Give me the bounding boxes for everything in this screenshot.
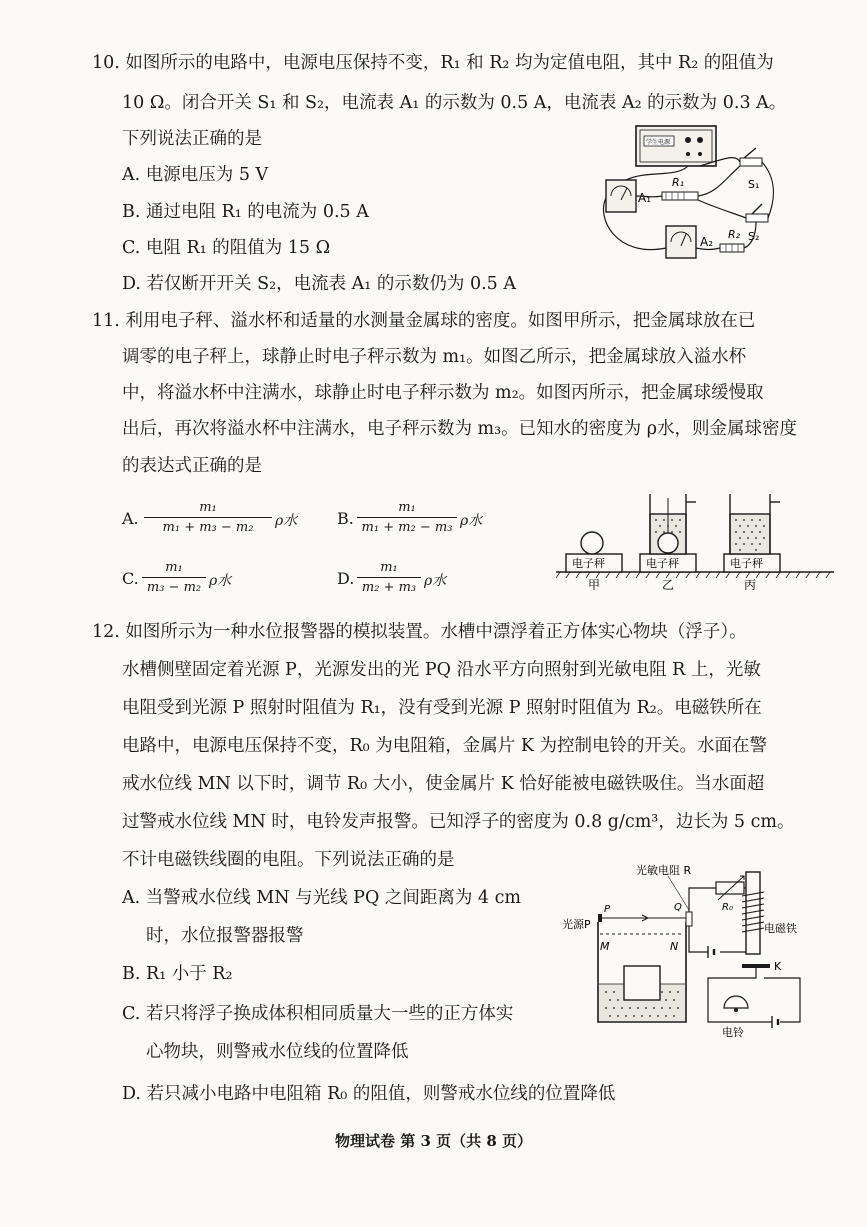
power-supply-label: 学生电源 — [646, 139, 671, 146]
photoresistor-icon — [686, 912, 692, 926]
metal-ball-icon — [658, 533, 678, 553]
label-jia: 甲 — [588, 578, 601, 592]
power-supply-icon — [636, 126, 716, 166]
q11-option-b-fraction — [357, 500, 457, 536]
q12-stem-line-3: 电阻受到光源 P 照射时阻值为 R₁，没有受到光源 P 照射时阻值为 R₂。电磁铁所在 — [122, 698, 762, 718]
light-source-p-icon — [598, 914, 602, 922]
q10-option-d: D. 若仅断开开关 S₂，电流表 A₁ 的示数仍为 0.5 A — [122, 274, 516, 294]
q12-stem-line-7: 不计电磁铁线圈的电阻。下列说法正确的是 — [122, 850, 455, 870]
q12-stem-line-4: 电路中，电源电压保持不变，R₀ 为电阻箱，金属片 K 为控制电铃的开关。水面在警 — [122, 736, 767, 756]
q10-circuit-figure — [596, 118, 786, 278]
q11-option-b-numerator: m₁ — [398, 500, 416, 515]
q11-option-d-fraction — [357, 560, 421, 596]
ammeter-a2-icon — [666, 226, 713, 258]
label-m: M — [600, 940, 610, 953]
label-p: P — [604, 904, 611, 915]
q11-stem-line-1: 11. 利用电子秤、溢水杯和适量的水测量金属球的密度。如图甲所示，把金属球放在已 — [92, 311, 756, 331]
q11-option-c-letter: C. — [122, 569, 139, 588]
q11-option-c-numerator: m₁ — [165, 560, 183, 575]
label-light-source: 光源P — [562, 918, 591, 931]
q11-stem-line-5: 的表达式正确的是 — [122, 456, 262, 476]
label-bell: 电铃 — [722, 1026, 744, 1039]
scale-yi-label: 电子秤 — [646, 557, 679, 570]
q10-stem-line-2: 10 Ω。闭合开关 S₁ 和 S₂，电流表 A₁ 的示数为 0.5 A，电流表 A₂ 的示数为 0.3 A。 — [122, 93, 787, 113]
q10-option-c: C. 电阻 R₁ 的阻值为 15 Ω — [122, 238, 331, 258]
q10-option-a: A. 电源电压为 5 V — [122, 165, 269, 185]
q12-option-c-line-1: C. 若只将浮子换成体积相同质量大一些的正方体实 — [122, 1004, 514, 1024]
q11-option-a-letter: A. — [122, 509, 139, 528]
bell-icon — [722, 996, 748, 1039]
switch-s1-icon — [740, 148, 762, 191]
fraction-bar — [142, 577, 206, 578]
q11-option-b-rho: ρ水 — [460, 513, 483, 529]
scale-jia-icon — [566, 532, 622, 592]
page-footer: 物理试卷 第 3 页（共 8 页） — [335, 1132, 532, 1150]
label-r0: R₀ — [722, 902, 733, 913]
q11-option-d-rho: ρ水 — [424, 573, 447, 589]
label-s2: S₂ — [748, 230, 760, 243]
q10-stem-line-1: 10. 如图所示的电路中，电源电压保持不变，R₁ 和 R₂ 均为定值电阻，其中 R₂ 的阻值为 — [92, 53, 774, 73]
q12-option-c-line-2: 心物块，则警戒水位线的位置降低 — [146, 1042, 409, 1062]
metal-strip-k-icon — [742, 964, 770, 968]
q11-option-d-letter: D. — [337, 569, 355, 588]
electromagnet-icon — [742, 872, 797, 954]
q11-option-d-numerator: m₁ — [380, 560, 398, 575]
label-photoresistor: 光敏电阻 R — [636, 864, 692, 877]
float-block-icon — [624, 966, 660, 1000]
label-r1: R₁ — [672, 176, 685, 189]
q11-option-a-numerator: m₁ — [199, 500, 217, 515]
scale-jia-label: 电子秤 — [572, 557, 605, 570]
scale-bing-label: 电子秤 — [730, 557, 763, 570]
battery-icon — [708, 946, 714, 958]
q11-stem-line-3: 中，将溢水杯中注满水，球静止时电子秤示数为 m₂。如图丙所示，把金属球缓慢取 — [122, 383, 764, 403]
q11-option-a-fraction — [144, 500, 272, 536]
label-k: K — [774, 960, 782, 973]
label-r2: R₂ — [728, 228, 741, 241]
label-s1: S₁ — [748, 178, 760, 191]
q11-scale-figure — [556, 492, 836, 592]
resistor-r1-icon — [662, 176, 698, 200]
q11-option-c-rho: ρ水 — [209, 573, 232, 589]
metal-ball-icon — [581, 532, 603, 554]
bell-circuit-wires — [708, 968, 800, 1022]
q11-option-d-denominator: m₂ + m₃ — [361, 580, 417, 595]
q12-alarm-figure — [558, 860, 818, 1040]
scale-bing-icon — [724, 494, 780, 592]
q11-option-a-denominator: m₁ + m₃ − m₂ — [162, 520, 254, 535]
q11-stem-line-2: 调零的电子秤上，球静止时电子秤示数为 m₁。如图乙所示，把金属球放入溢水杯 — [122, 347, 747, 367]
q11-option-b-letter: B. — [337, 509, 354, 528]
q11-option-a-rho: ρ水 — [275, 513, 298, 529]
switch-s2-icon — [746, 204, 768, 243]
q11-option-b-denominator: m₁ + m₂ − m₃ — [361, 520, 453, 535]
label-a2: A₂ — [700, 235, 714, 249]
q12-option-a-line-1: A. 当警戒水位线 MN 与光线 PQ 之间距离为 4 cm — [122, 888, 522, 908]
fraction-bar — [357, 517, 457, 518]
q12-option-a-line-2: 时，水位报警器报警 — [146, 926, 304, 946]
q12-stem-line-6: 过警戒水位线 MN 时，电铃发声报警。已知浮子的密度为 0.8 g/cm³，边长为 5 cm。 — [122, 812, 795, 832]
label-q: Q — [674, 902, 682, 913]
q12-option-b: B. R₁ 小于 R₂ — [122, 964, 233, 984]
bell-battery-icon — [772, 1016, 778, 1028]
resistor-r2-icon — [720, 228, 744, 252]
q11-option-c-denominator: m₃ − m₂ — [146, 580, 202, 595]
q12-stem-line-2: 水槽侧壁固定着光源 P，光源发出的光 PQ 沿水平方向照射到光敏电阻 R 上，光敏 — [122, 660, 761, 680]
scale-yi-icon — [640, 494, 696, 592]
fraction-bar — [144, 517, 272, 518]
water-tank-icon — [598, 922, 686, 1022]
q10-stem-line-3: 下列说法正确的是 — [122, 129, 262, 149]
resistor-box-r0-icon — [716, 876, 744, 913]
label-electromagnet: 电磁铁 — [764, 922, 797, 935]
q12-option-d: D. 若只减小电路中电阻箱 R₀ 的阻值，则警戒水位线的位置降低 — [122, 1084, 616, 1104]
label-a1: A₁ — [638, 191, 652, 205]
q11-stem-line-4: 出后，再次将溢水杯中注满水，电子秤示数为 m₃。已知水的密度为 ρ水，则金属球密度 — [122, 419, 798, 439]
q11-option-c-fraction — [142, 560, 206, 596]
q12-stem-line-5: 戒水位线 MN 以下时，调节 R₀ 大小，使金属片 K 恰好能被电磁铁吸住。当水面超 — [122, 774, 765, 794]
fraction-bar — [357, 577, 421, 578]
label-n: N — [670, 940, 679, 953]
q10-option-b: B. 通过电阻 R₁ 的电流为 0.5 A — [122, 202, 369, 222]
label-yi: 乙 — [662, 578, 675, 592]
label-bing: 丙 — [744, 578, 757, 592]
q12-stem-line-1: 12. 如图所示为一种水位报警器的模拟装置。水槽中漂浮着正方体实心物块（浮子）。 — [92, 622, 747, 642]
